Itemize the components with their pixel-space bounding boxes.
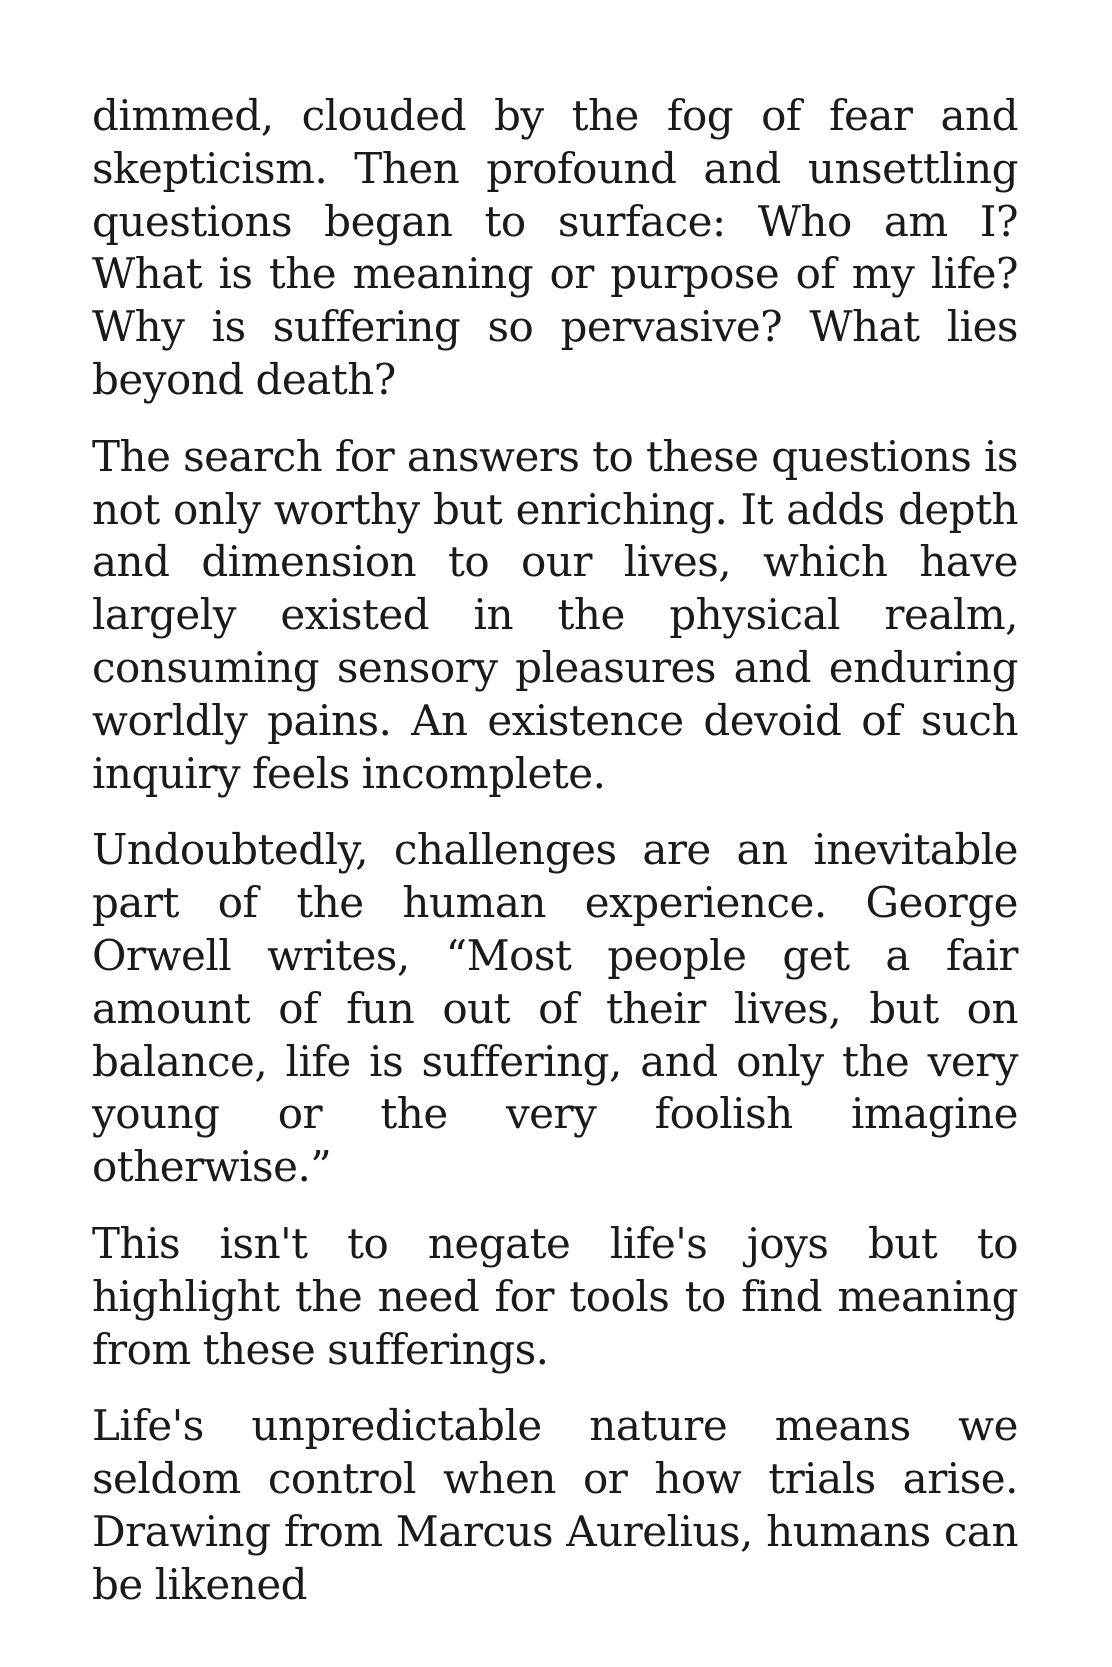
paragraph-4: This isn't to negate life's joys but to highlight the need for tools to find meaning from these sufferings.	[92, 1218, 1018, 1374]
reader-page	[92, 90, 1018, 1612]
paragraph-1: dimmed, clouded by the fog of fear and skepticism. Then profound and unsettling questions began to surface: Who am I? What is the meaning or purpose of my life? Why is suffering so pervasive? What lies beyond death?	[92, 91, 1018, 404]
paragraph-5: Life's unpredictable nature means we seldom control when or how trials arise. Drawing from Marcus Aurelius, humans can be likened	[92, 1401, 1018, 1609]
paragraph-3: Undoubtedly, challenges are an inevitable part of the human experience. George Orwell writes, “Most people get a fair amount of fun out of their lives, but on balance, life is suffering, and only the very young or the very foolish imagine otherwise.”	[92, 825, 1018, 1192]
paragraph-2: The search for answers to these questions is not only worthy but enriching. It adds depth and dimension to our lives, which have largely existed in the physical realm, consuming sensory pleasures and enduring worldly pains. An existence devoid of such inquiry feels incomplete.	[92, 431, 1018, 798]
